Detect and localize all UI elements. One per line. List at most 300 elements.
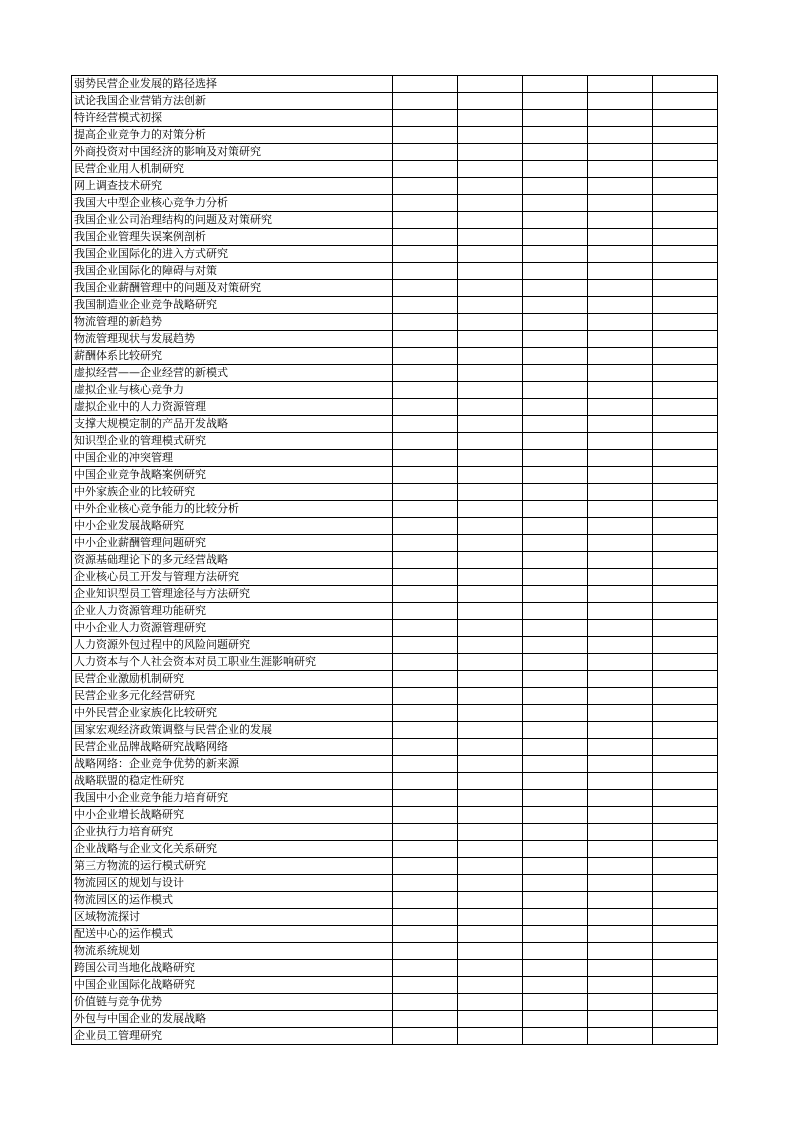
empty-cell [523,790,588,807]
table-row [72,841,718,858]
empty-cell [458,263,523,280]
table-row [72,722,718,739]
empty-cell [458,892,523,909]
table-row [72,263,718,280]
empty-cell [458,790,523,807]
topic-cell: 物流系统规划 [72,943,393,960]
empty-cell [653,93,718,110]
empty-cell [588,484,653,501]
table-row [72,467,718,484]
empty-cell [523,722,588,739]
empty-cell [458,229,523,246]
empty-cell [523,331,588,348]
table-row [72,1028,718,1045]
table-row [72,926,718,943]
empty-cell [588,858,653,875]
empty-cell [588,450,653,467]
empty-cell [393,637,458,654]
empty-cell [653,586,718,603]
topic-cell: 网上调查技术研究 [72,178,393,195]
empty-cell [653,246,718,263]
empty-cell [458,603,523,620]
topic-cell: 中国企业国际化战略研究 [72,977,393,994]
empty-cell [653,467,718,484]
empty-cell [653,994,718,1011]
empty-cell [458,450,523,467]
empty-cell [393,756,458,773]
topic-cell: 物流园区的运作模式 [72,892,393,909]
empty-cell [653,127,718,144]
topic-cell: 企业战略与企业文化关系研究 [72,841,393,858]
table-row [72,909,718,926]
empty-cell [393,807,458,824]
topic-cell: 虚拟经营——企业经营的新模式 [72,365,393,382]
empty-cell [653,195,718,212]
topic-cell: 中外企业核心竞争能力的比较分析 [72,501,393,518]
topic-cell: 我国企业国际化的进入方式研究 [72,246,393,263]
table-row [72,637,718,654]
empty-cell [458,110,523,127]
empty-cell [393,161,458,178]
empty-cell [653,654,718,671]
empty-cell [588,739,653,756]
empty-cell [458,382,523,399]
empty-cell [393,722,458,739]
empty-cell [523,399,588,416]
empty-cell [393,110,458,127]
empty-cell [393,671,458,688]
empty-cell [523,365,588,382]
table-row [72,161,718,178]
empty-cell [653,484,718,501]
empty-cell [523,501,588,518]
empty-cell [523,671,588,688]
table-row [72,994,718,1011]
empty-cell [523,450,588,467]
empty-cell [458,280,523,297]
empty-cell [653,569,718,586]
empty-cell [458,620,523,637]
empty-cell [588,518,653,535]
table-row [72,875,718,892]
empty-cell [588,960,653,977]
table-row [72,705,718,722]
table-row [72,858,718,875]
empty-cell [588,535,653,552]
empty-cell [523,603,588,620]
table-row [72,739,718,756]
empty-cell [458,76,523,93]
topic-cell: 跨国公司当地化战略研究 [72,960,393,977]
topic-cell: 企业执行力培育研究 [72,824,393,841]
empty-cell [588,144,653,161]
empty-cell [588,229,653,246]
empty-cell [458,943,523,960]
empty-cell [523,297,588,314]
table-row [72,331,718,348]
empty-cell [523,858,588,875]
empty-cell [588,909,653,926]
empty-cell [393,212,458,229]
empty-cell [588,705,653,722]
empty-cell [393,858,458,875]
empty-cell [653,790,718,807]
topic-cell: 资源基础理论下的多元经营战略 [72,552,393,569]
empty-cell [653,416,718,433]
empty-cell [393,331,458,348]
table-row [72,1011,718,1028]
empty-cell [588,93,653,110]
table-row [72,773,718,790]
empty-cell [393,93,458,110]
topic-cell: 中外民营企业家族化比较研究 [72,705,393,722]
empty-cell [393,688,458,705]
empty-cell [653,178,718,195]
topic-cell: 我国企业公司治理结构的问题及对策研究 [72,212,393,229]
empty-cell [523,178,588,195]
table-row [72,195,718,212]
empty-cell [393,518,458,535]
empty-cell [458,518,523,535]
topic-cell: 外商投资对中国经济的影响及对策研究 [72,144,393,161]
empty-cell [523,433,588,450]
empty-cell [588,1028,653,1045]
topic-cell: 人力资源外包过程中的风险问题研究 [72,637,393,654]
topic-cell: 薪酬体系比较研究 [72,348,393,365]
empty-cell [393,586,458,603]
empty-cell [523,654,588,671]
empty-cell [393,569,458,586]
empty-cell [523,348,588,365]
empty-cell [523,960,588,977]
empty-cell [653,144,718,161]
topic-cell: 中小企业增长战略研究 [72,807,393,824]
table-row [72,348,718,365]
empty-cell [393,484,458,501]
empty-cell [588,994,653,1011]
empty-cell [393,314,458,331]
empty-cell [588,824,653,841]
empty-cell [523,994,588,1011]
empty-cell [588,161,653,178]
empty-cell [523,76,588,93]
empty-cell [653,297,718,314]
table-row [72,229,718,246]
empty-cell [458,535,523,552]
table-row [72,450,718,467]
topic-cell: 提高企业竞争力的对策分析 [72,127,393,144]
table-row [72,127,718,144]
empty-cell [458,161,523,178]
empty-cell [588,926,653,943]
topic-cell: 物流园区的规划与设计 [72,875,393,892]
empty-cell [458,637,523,654]
empty-cell [393,365,458,382]
empty-cell [458,297,523,314]
table-row [72,365,718,382]
empty-cell [458,875,523,892]
empty-cell [523,620,588,637]
empty-cell [588,348,653,365]
empty-cell [588,399,653,416]
topic-cell: 中小企业人力资源管理研究 [72,620,393,637]
table-row [72,824,718,841]
empty-cell [653,229,718,246]
topic-cell: 企业员工管理研究 [72,1028,393,1045]
empty-cell [393,195,458,212]
empty-cell [458,722,523,739]
empty-cell [393,620,458,637]
empty-cell [523,637,588,654]
empty-cell [523,705,588,722]
empty-cell [653,960,718,977]
empty-cell [523,892,588,909]
empty-cell [393,348,458,365]
empty-cell [393,246,458,263]
table-row [72,552,718,569]
empty-cell [523,841,588,858]
empty-cell [393,297,458,314]
empty-cell [393,399,458,416]
empty-cell [393,229,458,246]
empty-cell [458,467,523,484]
empty-cell [653,926,718,943]
empty-cell [393,178,458,195]
empty-cell [588,382,653,399]
empty-cell [393,433,458,450]
empty-cell [393,739,458,756]
empty-cell [393,280,458,297]
table-row [72,484,718,501]
empty-cell [653,348,718,365]
topic-cell: 价值链与竞争优势 [72,994,393,1011]
empty-cell [458,994,523,1011]
topic-cell: 人力资本与个人社会资本对员工职业生涯影响研究 [72,654,393,671]
empty-cell [588,195,653,212]
empty-cell [523,127,588,144]
empty-cell [588,501,653,518]
empty-cell [588,76,653,93]
table-row [72,518,718,535]
empty-cell [393,892,458,909]
topic-cell: 虚拟企业与核心竞争力 [72,382,393,399]
empty-cell [393,535,458,552]
empty-cell [653,977,718,994]
empty-cell [523,688,588,705]
empty-cell [653,1028,718,1045]
empty-cell [653,824,718,841]
empty-cell [458,501,523,518]
empty-cell [588,569,653,586]
empty-cell [523,739,588,756]
empty-cell [588,467,653,484]
empty-cell [653,620,718,637]
empty-cell [653,603,718,620]
empty-cell [458,127,523,144]
empty-cell [523,1028,588,1045]
topic-cell: 区域物流探讨 [72,909,393,926]
table-row [72,756,718,773]
topic-cell: 民营企业激励机制研究 [72,671,393,688]
empty-cell [393,909,458,926]
empty-cell [588,977,653,994]
empty-cell [653,892,718,909]
empty-cell [523,467,588,484]
empty-cell [588,263,653,280]
table-row [72,110,718,127]
table-row [72,280,718,297]
topic-cell: 企业知识型员工管理途径与方法研究 [72,586,393,603]
empty-cell [523,926,588,943]
empty-cell [458,977,523,994]
topic-cell: 民营企业多元化经营研究 [72,688,393,705]
empty-cell [653,535,718,552]
empty-cell [653,671,718,688]
empty-cell [588,178,653,195]
empty-cell [588,671,653,688]
empty-cell [588,790,653,807]
table-row [72,212,718,229]
topic-cell: 中小企业薪酬管理问题研究 [72,535,393,552]
table-row [72,943,718,960]
topic-cell: 国家宏观经济政策调整与民营企业的发展 [72,722,393,739]
empty-cell [458,246,523,263]
empty-cell [653,552,718,569]
empty-cell [588,603,653,620]
empty-cell [458,1011,523,1028]
empty-cell [458,960,523,977]
table-row [72,399,718,416]
topic-cell: 企业核心员工开发与管理方法研究 [72,569,393,586]
topic-cell: 支撑大规模定制的产品开发战略 [72,416,393,433]
empty-cell [458,331,523,348]
empty-cell [458,314,523,331]
empty-cell [588,433,653,450]
empty-cell [653,110,718,127]
empty-cell [653,365,718,382]
empty-cell [588,841,653,858]
empty-cell [588,1011,653,1028]
topic-cell: 民营企业品牌战略研究战略网络 [72,739,393,756]
empty-cell [393,76,458,93]
empty-cell [588,212,653,229]
empty-cell [393,705,458,722]
empty-cell [653,875,718,892]
empty-cell [458,365,523,382]
empty-cell [393,1028,458,1045]
empty-cell [523,144,588,161]
empty-cell [393,926,458,943]
empty-cell [653,280,718,297]
empty-cell [653,722,718,739]
topic-cell: 弱势民营企业发展的路径选择 [72,76,393,93]
empty-cell [393,841,458,858]
empty-cell [523,586,588,603]
empty-cell [653,76,718,93]
empty-cell [458,671,523,688]
topic-cell: 中小企业发展战略研究 [72,518,393,535]
empty-cell [588,280,653,297]
empty-cell [653,450,718,467]
empty-cell [523,195,588,212]
topic-cell: 中外家族企业的比较研究 [72,484,393,501]
empty-cell [523,824,588,841]
table-row [72,790,718,807]
table-row [72,144,718,161]
empty-cell [523,909,588,926]
empty-cell [393,824,458,841]
empty-cell [523,535,588,552]
empty-cell [393,994,458,1011]
empty-cell [588,297,653,314]
empty-cell [393,144,458,161]
empty-cell [393,603,458,620]
empty-cell [393,875,458,892]
table-row [72,416,718,433]
empty-cell [523,484,588,501]
table-row [72,892,718,909]
topic-cell: 虚拟企业中的人力资源管理 [72,399,393,416]
empty-cell [458,195,523,212]
empty-cell [523,314,588,331]
empty-cell [458,705,523,722]
empty-cell [653,773,718,790]
empty-cell [653,841,718,858]
table-row [72,535,718,552]
empty-cell [523,280,588,297]
empty-cell [458,586,523,603]
empty-cell [588,807,653,824]
empty-cell [393,552,458,569]
topic-cell: 试论我国企业营销方法创新 [72,93,393,110]
empty-cell [523,1011,588,1028]
empty-cell [458,433,523,450]
empty-cell [393,263,458,280]
table-row [72,382,718,399]
empty-cell [393,501,458,518]
empty-cell [458,1028,523,1045]
table-row [72,586,718,603]
empty-cell [458,909,523,926]
empty-cell [588,586,653,603]
empty-cell [458,807,523,824]
table-row [72,654,718,671]
table-row [72,620,718,637]
empty-cell [588,246,653,263]
empty-cell [393,1011,458,1028]
topic-cell: 第三方物流的运行模式研究 [72,858,393,875]
empty-cell [588,314,653,331]
topic-cell: 我国企业国际化的障碍与对策 [72,263,393,280]
empty-cell [523,263,588,280]
empty-cell [588,552,653,569]
topic-table-body [72,76,718,1045]
empty-cell [393,416,458,433]
topic-cell: 知识型企业的管理模式研究 [72,433,393,450]
empty-cell [458,824,523,841]
empty-cell [458,144,523,161]
empty-cell [393,382,458,399]
empty-cell [523,212,588,229]
empty-cell [653,909,718,926]
empty-cell [458,858,523,875]
empty-cell [653,688,718,705]
empty-cell [653,433,718,450]
empty-cell [523,943,588,960]
table-row [72,76,718,93]
empty-cell [588,110,653,127]
table-row [72,246,718,263]
